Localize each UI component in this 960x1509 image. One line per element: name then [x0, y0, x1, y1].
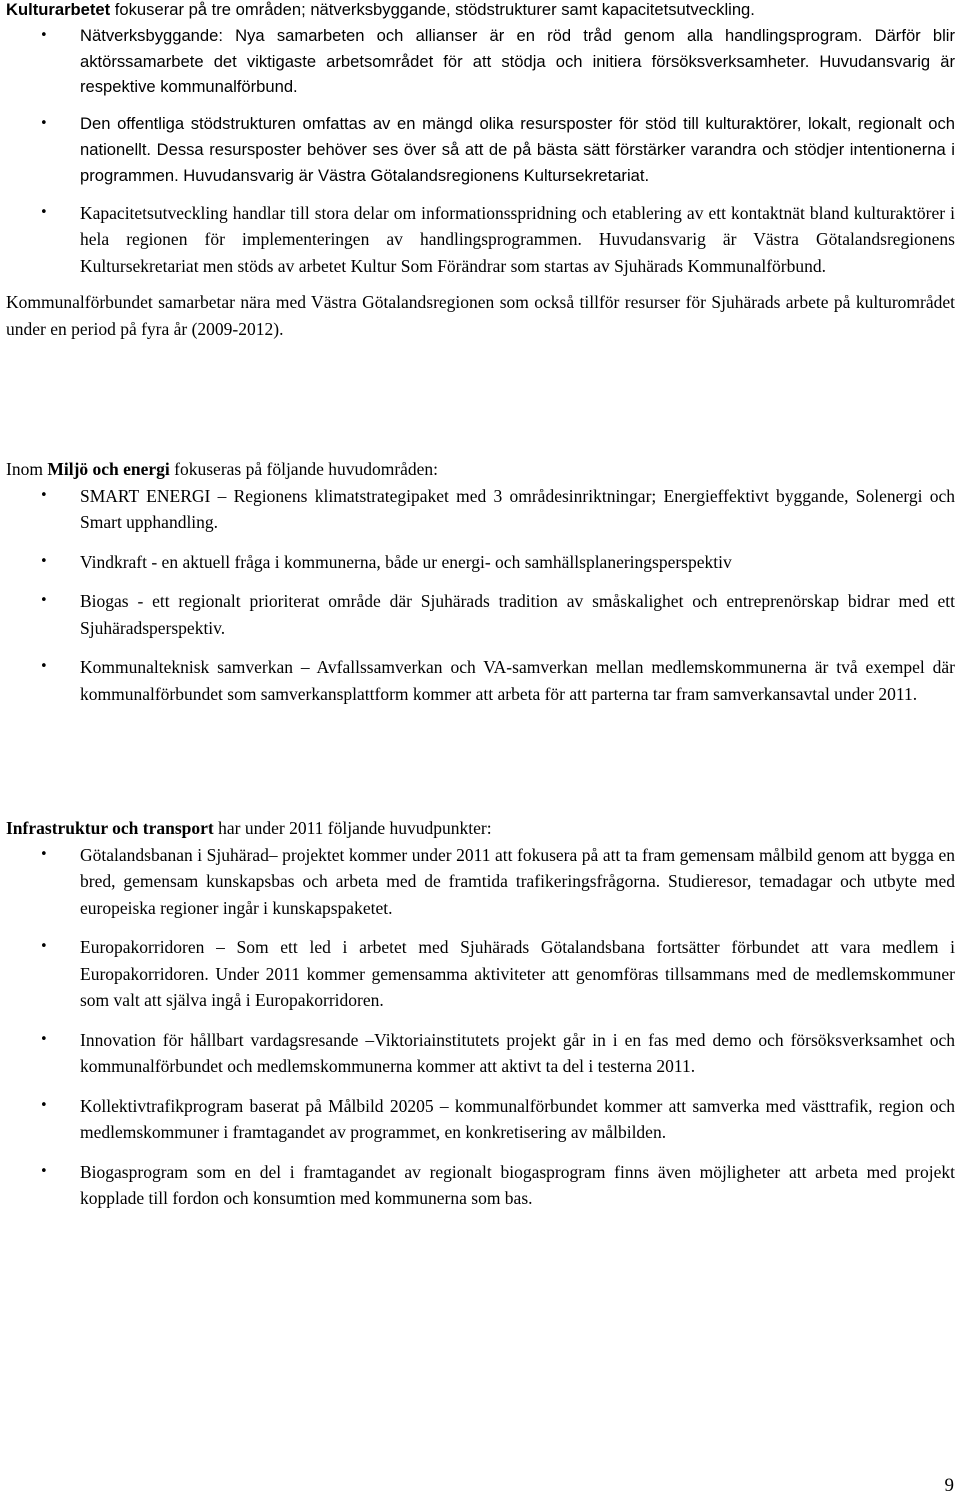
- miljo-bullet-item: [6, 483, 955, 536]
- infra-bullet-text: Kollektivtrafikprogram baserat på Målbild 20205 – kommunalförbundet kommer att samverka med västtrafik, region och medlemskommuner i framtagandet av programmet, en konkretisering av målbilden.: [80, 1095, 955, 1142]
- infra-bullet-text: Biogasprogram som en del i framtagandet av regionalt biogasprogram finns även möjligheter att arbeta med projekt kopplade till fordon och konsumtion med kommunerna som bas.: [80, 1161, 955, 1208]
- miljo-bullet-text: Biogas - ett regionalt prioriterat område där Sjuhärads tradition av småskalighet och entreprenörskap bidrar med ett Sjuhäradsperspektiv.: [80, 591, 955, 638]
- kultur-intro-text: fokuserar på tre områden; nätverksbyggande, stödstrukturer samt kapacitetsutveckling.: [110, 0, 755, 19]
- miljo-bullet-item: [6, 654, 955, 707]
- bullet-icon: •: [40, 487, 48, 503]
- bullet-icon: •: [40, 593, 48, 608]
- bullet-icon: •: [40, 846, 48, 862]
- miljo-intro-bold: Miljö och energi: [47, 459, 170, 479]
- infra-bullet-list: [6, 842, 955, 1212]
- infra-intro-bold: Infrastruktur och transport: [6, 818, 214, 838]
- kultur-closing-paragraph: Kommunalförbundet samarbetar nära med Västra Götalandsregionen som också tillför resurser för Sjuhärads arbete på kulturområdet under en period på fyra år (2009-2012).: [6, 292, 955, 339]
- miljo-section: [6, 456, 955, 707]
- kultur-intro-bold: Kulturarbetet: [6, 0, 111, 19]
- miljo-bullet-text: Vindkraft - en aktuell fråga i kommunerna, både ur energi- och samhällsplaneringsperspektiv: [80, 551, 732, 572]
- bullet-icon: •: [40, 553, 48, 569]
- infra-bullet-item: [6, 1093, 955, 1146]
- bullet-icon: •: [40, 27, 48, 43]
- infra-bullet-text: Götalandsbanan i Sjuhärad– projektet kommer under 2011 att fokusera på att ta fram gemensam målbild genom att bygga en bred, gemensam kunskapsbas och arbeta med de framtida trafikeringsfrågorna. Studieresor, temadagar och utbyte med europeiska regioner ingår i kunskapspaketet.: [80, 844, 955, 918]
- bullet-icon: •: [40, 116, 48, 132]
- miljo-bullet-list: [6, 483, 955, 708]
- bullet-icon: •: [40, 1163, 48, 1179]
- miljo-bullet-item: [6, 588, 955, 641]
- kultur-bullet-item: [6, 200, 955, 280]
- bullet-icon: •: [40, 204, 48, 220]
- infra-bullet-item: [6, 1159, 955, 1212]
- infra-bullet-text: Innovation för hållbart vardagsresande –Viktoriainstitutets projekt går in i en fas med demo och försöksverksamhet och kommunalförbundet och medlemskommunerna kommer att aktivt ta del i testerna 2011.: [80, 1029, 955, 1076]
- infra-bullet-item: [6, 934, 955, 1014]
- kultur-intro: [6, 0, 955, 23]
- miljo-bullet-text: SMART ENERGI – Regionens klimatstrategipaket med 3 områdesinriktningar; Energieffektivt byggande, Solenergi och Smart upphandling.: [80, 485, 955, 532]
- miljo-intro: [6, 456, 955, 483]
- kultur-bullet-text: Nätverksbyggande: Nya samarbeten och allianser är en röd tråd genom alla handlingsprogram. Därför blir aktörssamarbete det viktigaste arbetsområdet för att stödja och initiera försöksverksamheter. Huvudansvarig är respektive kommunalförbund.: [80, 25, 955, 97]
- miljo-intro-before: Inom: [6, 459, 48, 479]
- infra-bullet-item: [6, 842, 955, 922]
- infra-section: [6, 815, 955, 1212]
- infra-bullet-item: [6, 1027, 955, 1080]
- infra-intro-after: har under 2011 följande huvudpunkter:: [213, 818, 492, 838]
- miljo-bullet-text: Kommunalteknisk samverkan – Avfallssamverkan och VA-samverkan mellan medlemskommunerna är två exempel där kommunalförbundet som samverkansplattform kommer att arbeta för att parterna tar fram samverkansavtal under 2011.: [80, 657, 955, 704]
- miljo-intro-after: fokuseras på följande huvudområden:: [169, 459, 439, 479]
- infra-intro: [6, 815, 955, 842]
- kultur-bullet-item: [6, 111, 955, 188]
- bullet-icon: •: [40, 1097, 48, 1113]
- page-number: 9: [944, 1475, 954, 1496]
- kultur-bullet-item: [6, 23, 955, 100]
- bullet-icon: •: [40, 659, 48, 674]
- bullet-icon: •: [40, 939, 48, 954]
- kultur-bullet-text: Den offentliga stödstrukturen omfattas av en mängd olika resursposter för stöd till kulturaktörer, lokalt, regionalt och nationellt. Dessa resursposter behöver ses över så att de på bästa sätt förstärker varandra och stödjer intentionerna i programmen. Huvudansvarig är Västra Götalandsregionens Kultursekretariat.: [80, 114, 955, 185]
- kultur-section: [6, 0, 955, 342]
- miljo-bullet-item: [6, 549, 955, 576]
- infra-bullet-text: Europakorridoren – Som ett led i arbetet med Sjuhärads Götalandsbana fortsätter förbundet att vara medlem i Europakorridoren. Under 2011 kommer gemensamma aktiviteter att genomföras tillsammans med de medlemskommuner som valt att själva ingå i Europakorridoren.: [80, 937, 955, 1010]
- bullet-icon: •: [40, 1031, 48, 1047]
- kultur-bullet-list: [6, 23, 955, 279]
- kultur-bullet-text: Kapacitetsutveckling handlar till stora delar om informationsspridning och etablering av ett kontaktnät bland kulturaktörer i hela regionen för implementeringen av handlingsprogrammen. Huvudansvarig är Västra Götalandsregionens Kultursekretariat men stöds av arbetet Kultur Som Förändrar som startas av Sjuhärads Kommunalförbund.: [80, 202, 955, 276]
